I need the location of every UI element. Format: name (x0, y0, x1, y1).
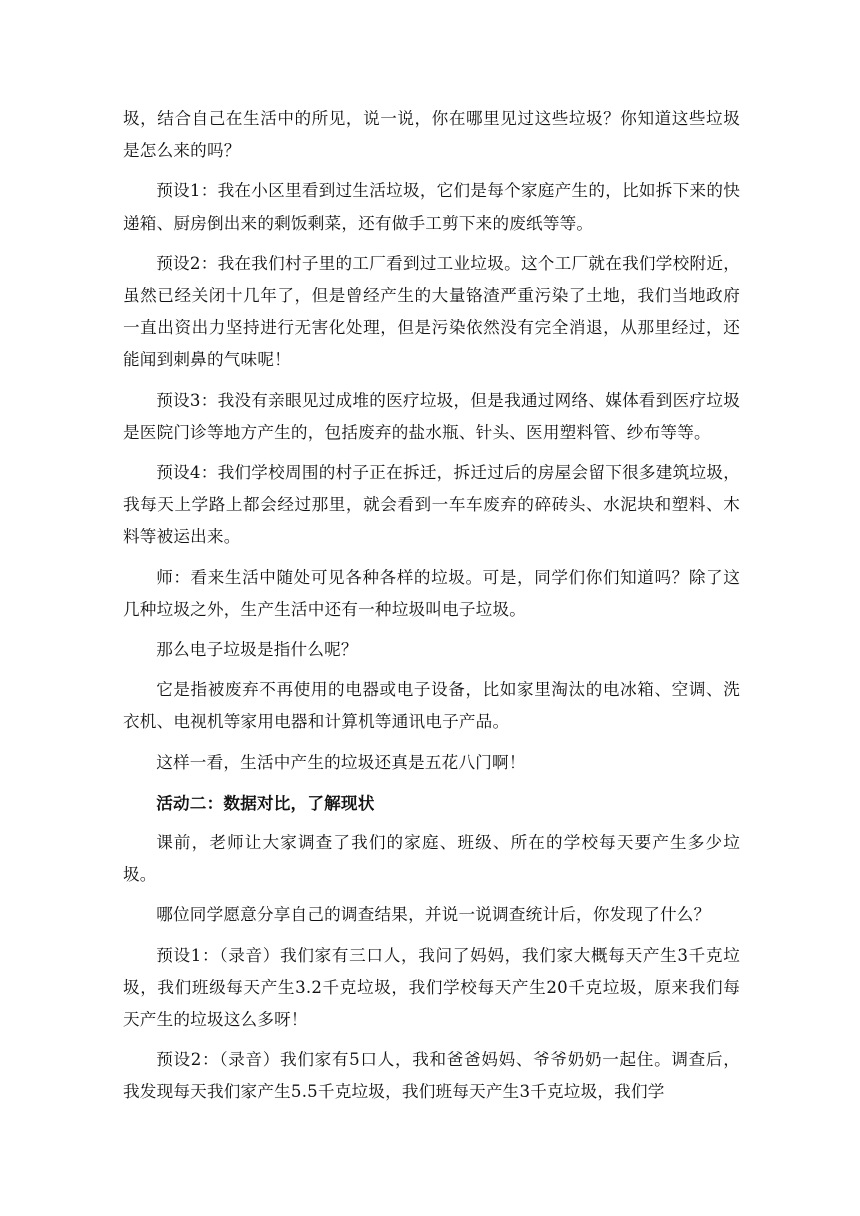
document-page (123, 103, 740, 1117)
paragraph-question: 那么电子垃圾是指什么呢？ (156, 640, 358, 660)
paragraph-summary: 这样一看，生活中产生的垃圾还真是五花八门啊！ (156, 752, 526, 772)
paragraph-preset-1: 预设1：我在小区里看到过生活垃圾，它们是每个家庭产生的，比如拆下来的快递箱、厨房倒出来的剩饭剩菜，还有做手工剪下来的废纸等等。 (123, 181, 740, 233)
paragraph-recording-1: 预设1：（录音）我们家有三口人，我问了妈妈，我们家大概每天产生3千克垃圾，我们班级每天产生3.2千克垃圾，我们学校每天产生20千克垃圾，原来我们每天产生的垃圾这么多呀！ (123, 945, 740, 1030)
paragraph-share-question: 哪位同学愿意分享自己的调查结果，并说一说调查统计后，你发现了什么？ (156, 905, 711, 925)
section-heading: 活动二：数据对比，了解现状 (156, 792, 375, 813)
paragraph-recording-2: 预设2：（录音）我们家有5口人，我和爸爸妈妈、爷爷奶奶一起住。调查后，我发现每天我们家产生5.5千克垃圾，我们班每天产生3千克垃圾，我们学 (123, 1050, 740, 1102)
paragraph-preset-4: 预设4：我们学校周围的村子正在拆迁，拆迁过后的房屋会留下很多建筑垃圾，我每天上学路上都会经过那里，就会看到一车车废弃的碎砖头、水泥块和塑料、木料等被运出来。 (123, 463, 740, 547)
paragraph-definition: 它是指被废弃不再使用的电器或电子设备，比如家里淘汰的电冰箱、空调、洗衣机、电视机等家用电器和计算机等通讯电子产品。 (123, 680, 740, 732)
paragraph-survey: 课前，老师让大家调查了我们的家庭、班级、所在的学校每天要产生多少垃圾。 (123, 833, 740, 885)
paragraph-teacher: 师：看来生活中随处可见各种各样的垃圾。可是，同学们你们知道吗？除了这几种垃圾之外，生产生活中还有一种垃圾叫电子垃圾。 (123, 567, 740, 619)
paragraph-continuation: 圾，结合自己在生活中的所见，说一说，你在哪里见过这些垃圾？你知道这些垃圾是怎么来的吗？ (123, 109, 740, 161)
paragraph-preset-3: 预设3：我没有亲眼见过成堆的医疗垃圾，但是我通过网络、媒体看到医疗垃圾是医院门诊等地方产生的，包括废弃的盐水瓶、针头、医用塑料管、纱布等等。 (123, 390, 740, 442)
paragraph-preset-2: 预设2：我在我们村子里的工厂看到过工业垃圾。这个工厂就在我们学校附近，虽然已经关闭十几年了，但是曾经产生的大量铬渣严重污染了土地，我们当地政府一直出资出力坚持进行无害化处理，但是污染依然没有完全消退，从那里经过，还能闻到刺鼻的气味呢！ (123, 253, 740, 370)
